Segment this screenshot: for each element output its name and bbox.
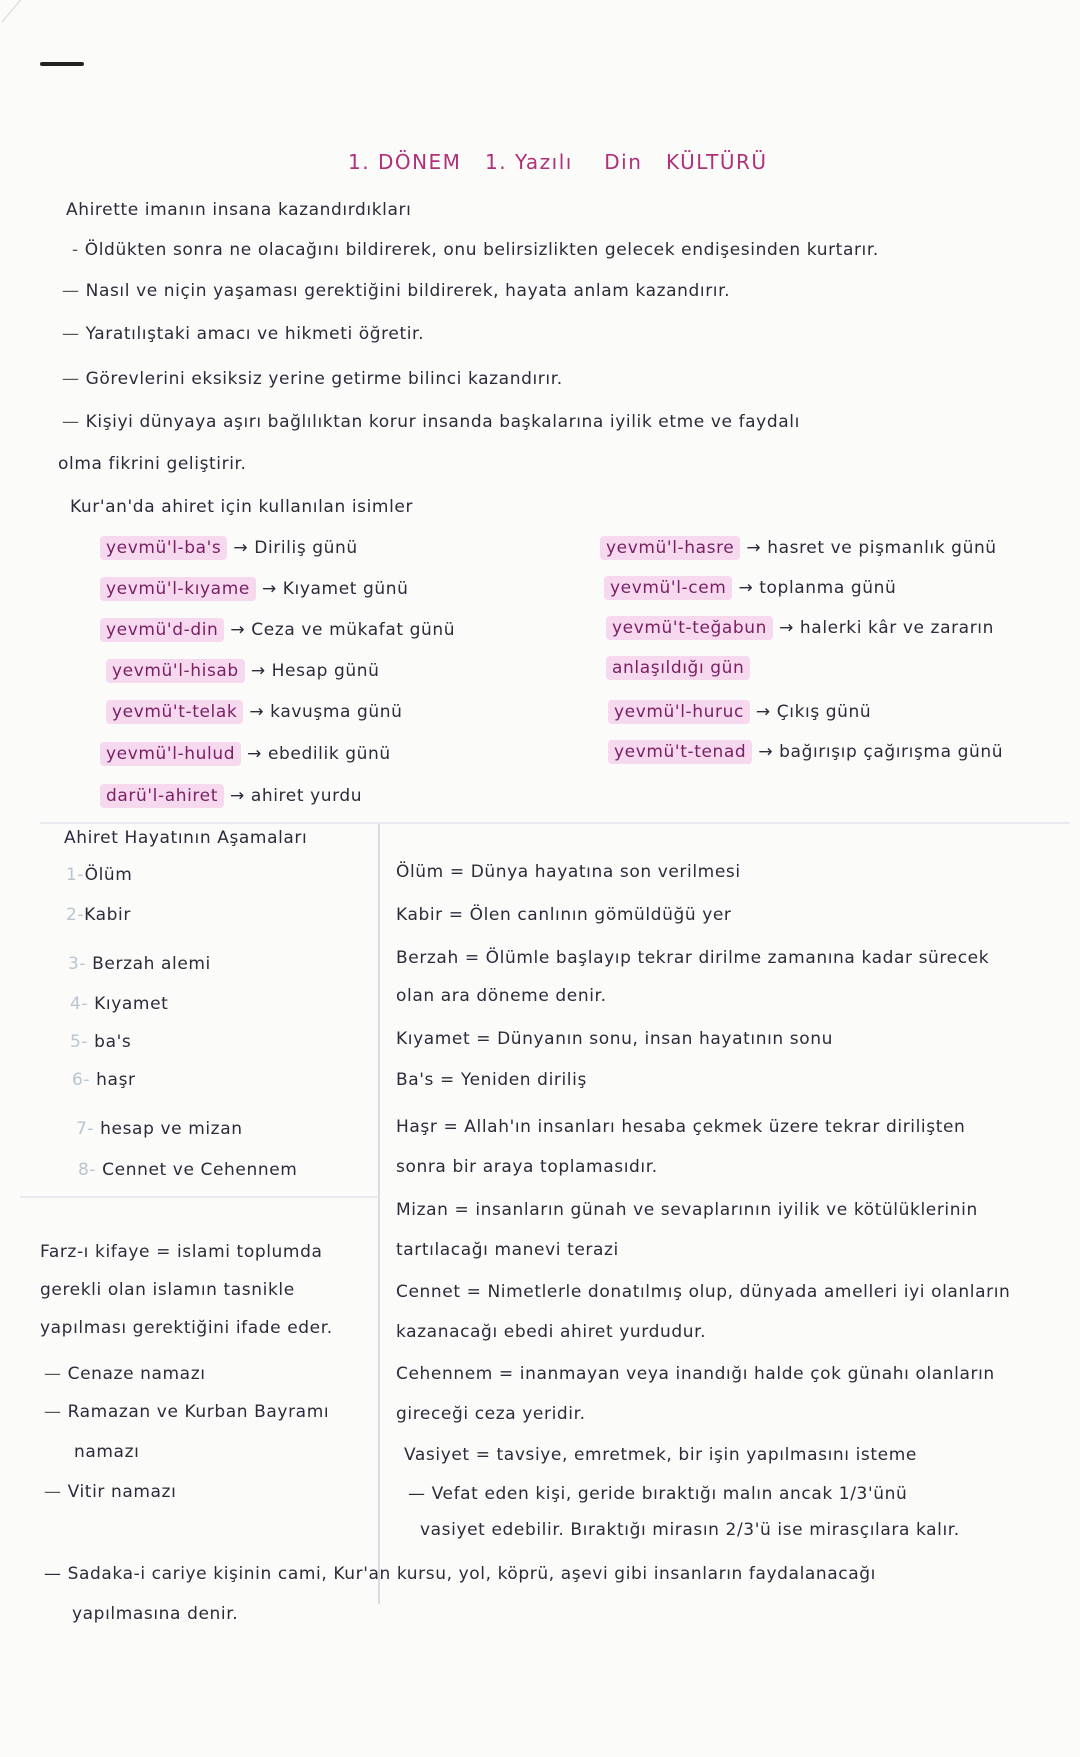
page-corner-mark xyxy=(0,0,21,22)
name-left: darü'l-ahiret → ahiret yurdu xyxy=(100,784,362,808)
definition-line: Mizan = insanların günah ve sevaplarının iyilik ve kötülüklerinin xyxy=(396,1200,978,1220)
intro-heading: Ahirette imanın insana kazandırdıkları xyxy=(66,200,412,220)
definition-line: Vasiyet = tavsiye, emretmek, bir işin yapılmasını isteme xyxy=(404,1445,917,1465)
intro-item: — Görevlerini eksiksiz yerine getirme bilinci kazandırır. xyxy=(62,369,563,389)
definition-line: Cennet = Nimetlerle donatılmış olup, dünyada amelleri iyi olanların xyxy=(396,1282,1011,1302)
title-yazili: 1. Yazılı xyxy=(485,150,573,174)
farz-item: namazı xyxy=(74,1442,140,1462)
intro-item: — Yaratılıştaki amacı ve hikmeti öğretir. xyxy=(62,324,425,344)
name-left: yevmü'l-hulud → ebedilik günü xyxy=(100,742,391,766)
definition-line: Berzah = Ölümle başlayıp tekrar dirilme zamanına kadar sürecek xyxy=(396,948,990,968)
definition-line: — Vefat eden kişi, geride bıraktığı malın ancak 1/3'ünü xyxy=(408,1484,908,1504)
section-divider xyxy=(40,822,1070,824)
stage-item: 2-Kabir xyxy=(66,905,131,925)
intro-item: olma fikrini geliştirir. xyxy=(58,454,247,474)
sadaka-line: yapılmasına denir. xyxy=(72,1604,239,1624)
name-right: yevmü't-tenad → bağırışıp çağırışma günü xyxy=(608,740,1003,764)
name-right: yevmü'l-cem → toplanma günü xyxy=(604,576,896,600)
farz-line: yapılması gerektiğini ifade eder. xyxy=(40,1318,333,1338)
farz-line: gerekli olan islamın tasnikle xyxy=(40,1280,295,1300)
farz-line: Farz-ı kifaye = islami toplumda xyxy=(40,1242,323,1262)
sadaka-line: — Sadaka-i cariye kişinin cami, Kur'an kursu, yol, köprü, aşevi gibi insanların faydalanacağı xyxy=(44,1564,876,1584)
page-dash-mark xyxy=(40,62,84,66)
name-left: yevmü'l-kıyame → Kıyamet günü xyxy=(100,577,409,601)
intro-item: - Öldükten sonra ne olacağını bildirerek, onu belirsizlikten gelecek endişesinden kurtarır. xyxy=(72,240,879,260)
farz-item: — Vitir namazı xyxy=(44,1482,177,1502)
intro-item: — Kişiyi dünyaya aşırı bağlılıktan korur insanda başkalarına iyilik etme ve faydalı xyxy=(62,412,800,432)
intro-item: — Nasıl ve niçin yaşaması gerektiğini bildirerek, hayata anlam kazandırır. xyxy=(62,281,731,301)
name-right: yevmü'l-huruc → Çıkış günü xyxy=(608,700,871,724)
name-left: yevmü'd-din → Ceza ve mükafat günü xyxy=(100,618,455,642)
definition-line: gireceği ceza yeridir. xyxy=(396,1404,586,1424)
definition-line: Ba's = Yeniden diriliş xyxy=(396,1070,587,1090)
definition-line: olan ara döneme denir. xyxy=(396,986,607,1006)
definition-line: vasiyet edebilir. Bıraktığı mirasın 2/3'ü ise mirasçılara kalır. xyxy=(420,1520,960,1540)
box-divider xyxy=(20,1196,378,1198)
title-din: Din xyxy=(604,150,643,174)
names-heading: Kur'an'da ahiret için kullanılan isimler xyxy=(70,497,414,517)
stage-item: 8- Cennet ve Cehennem xyxy=(78,1160,298,1180)
definition-line: Kıyamet = Dünyanın sonu, insan hayatının sonu xyxy=(396,1029,833,1049)
farz-item: — Ramazan ve Kurban Bayramı xyxy=(44,1402,330,1422)
column-divider xyxy=(378,824,380,1604)
definition-line: Kabir = Ölen canlının gömüldüğü yer xyxy=(396,905,732,925)
stage-item: 3- Berzah alemi xyxy=(68,954,211,974)
title-kulturu: KÜLTÜRÜ xyxy=(666,150,768,174)
name-left: yevmü'l-ba's → Diriliş günü xyxy=(100,536,358,560)
name-right: yevmü't-teğabun → halerki kâr ve zararın xyxy=(606,616,994,640)
stage-item: 4- Kıyamet xyxy=(70,994,169,1014)
name-right: yevmü'l-hasre → hasret ve pişmanlık günü xyxy=(600,536,997,560)
stage-item: 7- hesap ve mizan xyxy=(76,1119,243,1139)
definition-line: sonra bir araya toplamasıdır. xyxy=(396,1157,658,1177)
farz-item: — Cenaze namazı xyxy=(44,1364,206,1384)
stage-item: 5- ba's xyxy=(70,1032,132,1052)
definition-line: kazanacağı ebedi ahiret yurdudur. xyxy=(396,1322,707,1342)
stage-item: 1-Ölüm xyxy=(66,865,133,885)
definition-line: Cehennem = inanmayan veya inandığı halde çok günahı olanların xyxy=(396,1364,995,1384)
definition-line: tartılacağı manevi terazi xyxy=(396,1240,619,1260)
name-left: yevmü'l-hisab → Hesap günü xyxy=(106,659,380,683)
name-right: anlaşıldığı gün xyxy=(606,656,750,680)
name-left: yevmü't-telak → kavuşma günü xyxy=(106,700,403,724)
stage-item: 6- haşr xyxy=(72,1070,136,1090)
page-title xyxy=(348,150,768,174)
stages-heading: Ahiret Hayatının Aşamaları xyxy=(64,828,308,848)
definition-line: Ölüm = Dünya hayatına son verilmesi xyxy=(396,862,741,882)
definition-line: Haşr = Allah'ın insanları hesaba çekmek üzere tekrar dirilişten xyxy=(396,1117,966,1137)
title-donem: 1. DÖNEM xyxy=(348,150,462,174)
